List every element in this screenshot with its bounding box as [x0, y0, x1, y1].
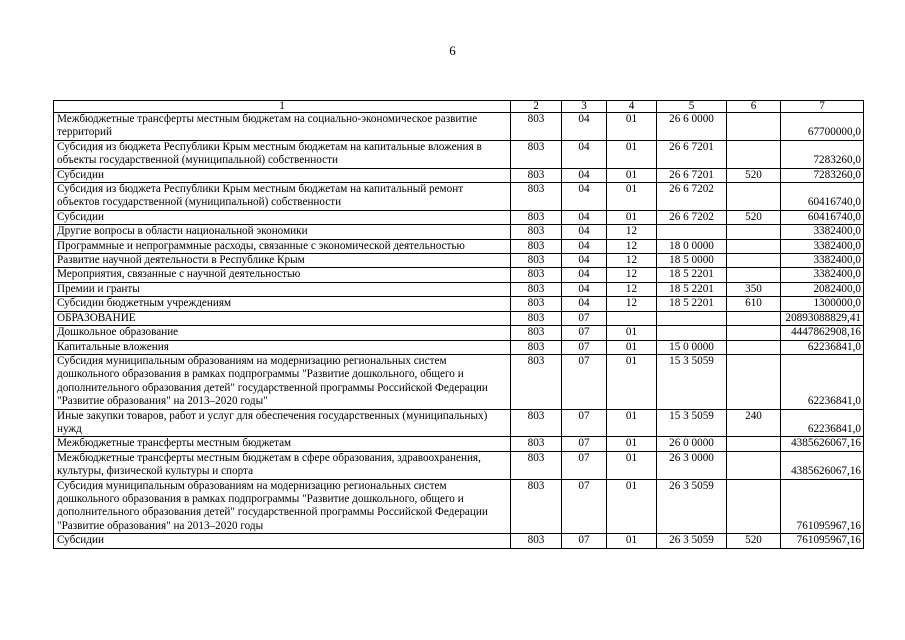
row-subsection-code: 01 — [607, 113, 657, 141]
row-subsection-code: 12 — [607, 239, 657, 253]
page-number: 6 — [449, 43, 456, 58]
row-section-code: 04 — [562, 210, 607, 224]
table-row — [54, 409, 864, 437]
row-amount: 67700000,0 — [781, 113, 864, 141]
row-subsection-code: 12 — [607, 225, 657, 239]
row-amount: 7283260,0 — [781, 140, 864, 168]
row-description: Субсидии — [54, 168, 511, 182]
row-amount: 3382400,0 — [781, 254, 864, 268]
row-section-code: 04 — [562, 225, 607, 239]
table-row — [54, 340, 864, 354]
column-header-4: 4 — [607, 101, 657, 113]
row-expense-type — [727, 268, 781, 282]
row-subsection-code: 01 — [607, 354, 657, 409]
row-amount: 62236841,0 — [781, 409, 864, 437]
row-expense-type — [727, 451, 781, 479]
row-description: Субсидия муниципальным образованиям на модернизацию региональных систем дошкольного образования в рамках подпрограммы "Развитие дошкольного, общего и дополнительного образования детей" государственной программы Российской Федерации "Развитие образования" на 2013–2020 годы — [54, 479, 511, 534]
table-row — [54, 254, 864, 268]
row-subsection-code: 01 — [607, 168, 657, 182]
row-expense-type — [727, 140, 781, 168]
column-header-2: 2 — [511, 101, 562, 113]
row-subsection-code — [607, 311, 657, 325]
table-row — [54, 311, 864, 325]
row-expense-type — [727, 239, 781, 253]
row-target-article: 18 5 2201 — [657, 282, 727, 296]
row-section-code: 07 — [562, 437, 607, 451]
row-target-article: 26 6 7201 — [657, 140, 727, 168]
row-amount: 761095967,16 — [781, 479, 864, 534]
row-description: Межбюджетные трансферты местным бюджетам в сфере образования, здравоохранения, культуры, физической культуры и спорта — [54, 451, 511, 479]
row-section-code: 07 — [562, 479, 607, 534]
row-ministry-code: 803 — [511, 326, 562, 340]
row-section-code: 07 — [562, 354, 607, 409]
row-description: Субсидия из бюджета Республики Крым местным бюджетам на капитальный ремонт объектов государственной (муниципальной) собственности — [54, 183, 511, 211]
row-target-article: 26 6 7202 — [657, 183, 727, 211]
row-ministry-code: 803 — [511, 409, 562, 437]
row-target-article: 15 3 5059 — [657, 409, 727, 437]
row-section-code: 07 — [562, 326, 607, 340]
table-row — [54, 168, 864, 182]
row-amount: 3382400,0 — [781, 268, 864, 282]
row-subsection-code: 12 — [607, 297, 657, 311]
row-ministry-code: 803 — [511, 311, 562, 325]
row-description: Субсидии — [54, 534, 511, 548]
table-row — [54, 354, 864, 409]
row-expense-type: 520 — [727, 168, 781, 182]
row-target-article: 26 3 5059 — [657, 479, 727, 534]
table-row — [54, 210, 864, 224]
row-amount: 1300000,0 — [781, 297, 864, 311]
row-expense-type — [727, 479, 781, 534]
row-subsection-code: 01 — [607, 183, 657, 211]
row-target-article — [657, 225, 727, 239]
row-section-code: 07 — [562, 451, 607, 479]
row-section-code: 04 — [562, 297, 607, 311]
row-ministry-code: 803 — [511, 451, 562, 479]
row-section-code: 07 — [562, 534, 607, 548]
table-row — [54, 268, 864, 282]
row-amount: 2082400,0 — [781, 282, 864, 296]
row-target-article: 18 5 2201 — [657, 297, 727, 311]
row-amount: 3382400,0 — [781, 225, 864, 239]
row-ministry-code: 803 — [511, 225, 562, 239]
row-amount: 60416740,0 — [781, 210, 864, 224]
row-target-article: 26 6 0000 — [657, 113, 727, 141]
row-target-article — [657, 311, 727, 325]
row-section-code: 04 — [562, 254, 607, 268]
table-row — [54, 437, 864, 451]
row-target-article: 26 6 7202 — [657, 210, 727, 224]
row-section-code: 07 — [562, 340, 607, 354]
table-row — [54, 282, 864, 296]
row-target-article — [657, 326, 727, 340]
row-description: Развитие научной деятельности в Республике Крым — [54, 254, 511, 268]
row-expense-type: 350 — [727, 282, 781, 296]
row-subsection-code: 01 — [607, 140, 657, 168]
table-row — [54, 326, 864, 340]
row-ministry-code: 803 — [511, 168, 562, 182]
row-target-article: 18 5 0000 — [657, 254, 727, 268]
row-expense-type — [727, 354, 781, 409]
row-subsection-code: 01 — [607, 326, 657, 340]
row-expense-type — [727, 311, 781, 325]
row-ministry-code: 803 — [511, 254, 562, 268]
row-description: Межбюджетные трансферты местным бюджетам — [54, 437, 511, 451]
row-expense-type: 520 — [727, 534, 781, 548]
row-amount: 7283260,0 — [781, 168, 864, 182]
row-expense-type — [727, 254, 781, 268]
row-subsection-code: 01 — [607, 534, 657, 548]
table-row — [54, 140, 864, 168]
row-amount: 62236841,0 — [781, 340, 864, 354]
table-row — [54, 239, 864, 253]
row-ministry-code: 803 — [511, 534, 562, 548]
row-expense-type — [727, 326, 781, 340]
row-section-code: 07 — [562, 409, 607, 437]
row-description: Субсидия из бюджета Республики Крым местным бюджетам на капитальные вложения в объекты государственной (муниципальной) собственности — [54, 140, 511, 168]
row-amount: 4385626067,16 — [781, 437, 864, 451]
row-target-article: 15 0 0000 — [657, 340, 727, 354]
row-description: Субсидии — [54, 210, 511, 224]
row-ministry-code: 803 — [511, 239, 562, 253]
row-amount: 4385626067,16 — [781, 451, 864, 479]
row-expense-type — [727, 340, 781, 354]
row-expense-type — [727, 437, 781, 451]
row-subsection-code: 01 — [607, 210, 657, 224]
row-subsection-code: 01 — [607, 451, 657, 479]
row-subsection-code: 12 — [607, 282, 657, 296]
row-description: ОБРАЗОВАНИЕ — [54, 311, 511, 325]
row-target-article: 26 3 5059 — [657, 534, 727, 548]
table-row — [54, 183, 864, 211]
header-row — [54, 101, 864, 113]
row-expense-type: 240 — [727, 409, 781, 437]
row-description: Премии и гранты — [54, 282, 511, 296]
table-row — [54, 451, 864, 479]
row-subsection-code: 01 — [607, 340, 657, 354]
row-expense-type — [727, 183, 781, 211]
table-header — [54, 101, 864, 113]
row-expense-type: 610 — [727, 297, 781, 311]
column-header-5: 5 — [657, 101, 727, 113]
budget-table — [53, 100, 864, 549]
table-row — [54, 479, 864, 534]
row-description: Капитальные вложения — [54, 340, 511, 354]
row-description: Мероприятия, связанные с научной деятельностью — [54, 268, 511, 282]
table-row — [54, 297, 864, 311]
row-ministry-code: 803 — [511, 340, 562, 354]
row-section-code: 07 — [562, 311, 607, 325]
row-subsection-code: 01 — [607, 437, 657, 451]
row-amount: 3382400,0 — [781, 239, 864, 253]
row-ministry-code: 803 — [511, 282, 562, 296]
row-ministry-code: 803 — [511, 113, 562, 141]
row-amount: 62236841,0 — [781, 354, 864, 409]
row-subsection-code: 01 — [607, 409, 657, 437]
row-section-code: 04 — [562, 168, 607, 182]
row-description: Другие вопросы в области национальной экономики — [54, 225, 511, 239]
row-target-article: 26 3 0000 — [657, 451, 727, 479]
row-description: Программные и непрограммные расходы, связанные с экономической деятельностью — [54, 239, 511, 253]
row-subsection-code: 12 — [607, 254, 657, 268]
row-section-code: 04 — [562, 268, 607, 282]
row-section-code: 04 — [562, 140, 607, 168]
row-amount: 4447862908,16 — [781, 326, 864, 340]
row-section-code: 04 — [562, 113, 607, 141]
row-ministry-code: 803 — [511, 183, 562, 211]
row-ministry-code: 803 — [511, 268, 562, 282]
row-subsection-code: 12 — [607, 268, 657, 282]
row-section-code: 04 — [562, 183, 607, 211]
row-description: Субсидии бюджетным учреждениям — [54, 297, 511, 311]
table-row — [54, 534, 864, 548]
row-subsection-code: 01 — [607, 479, 657, 534]
row-section-code: 04 — [562, 239, 607, 253]
row-ministry-code: 803 — [511, 297, 562, 311]
row-target-article: 26 0 0000 — [657, 437, 727, 451]
table-row — [54, 113, 864, 141]
row-amount: 20893088829,41 — [781, 311, 864, 325]
table-body — [54, 113, 864, 549]
row-ministry-code: 803 — [511, 140, 562, 168]
row-target-article: 18 0 0000 — [657, 239, 727, 253]
row-expense-type: 520 — [727, 210, 781, 224]
row-expense-type — [727, 225, 781, 239]
row-target-article: 15 3 5059 — [657, 354, 727, 409]
row-amount: 761095967,16 — [781, 534, 864, 548]
column-header-3: 3 — [562, 101, 607, 113]
row-ministry-code: 803 — [511, 437, 562, 451]
column-header-7: 7 — [781, 101, 864, 113]
row-description: Дошкольное образование — [54, 326, 511, 340]
row-description: Межбюджетные трансферты местным бюджетам на социально-экономическое развитие территорий — [54, 113, 511, 141]
row-description: Субсидия муниципальным образованиям на модернизацию региональных систем дошкольного образования в рамках подпрограммы "Развитие дошкольного, общего и дополнительного образования детей" государственной программы Российской Федерации "Развитие образования" на 2013–2020 годы" — [54, 354, 511, 409]
row-section-code: 04 — [562, 282, 607, 296]
column-header-6: 6 — [727, 101, 781, 113]
row-expense-type — [727, 113, 781, 141]
row-ministry-code: 803 — [511, 210, 562, 224]
column-header-1: 1 — [54, 101, 511, 113]
row-target-article: 18 5 2201 — [657, 268, 727, 282]
row-amount: 60416740,0 — [781, 183, 864, 211]
row-ministry-code: 803 — [511, 479, 562, 534]
row-ministry-code: 803 — [511, 354, 562, 409]
row-description: Иные закупки товаров, работ и услуг для обеспечения государственных (муниципальных) нужд — [54, 409, 511, 437]
table-row — [54, 225, 864, 239]
row-target-article: 26 6 7201 — [657, 168, 727, 182]
